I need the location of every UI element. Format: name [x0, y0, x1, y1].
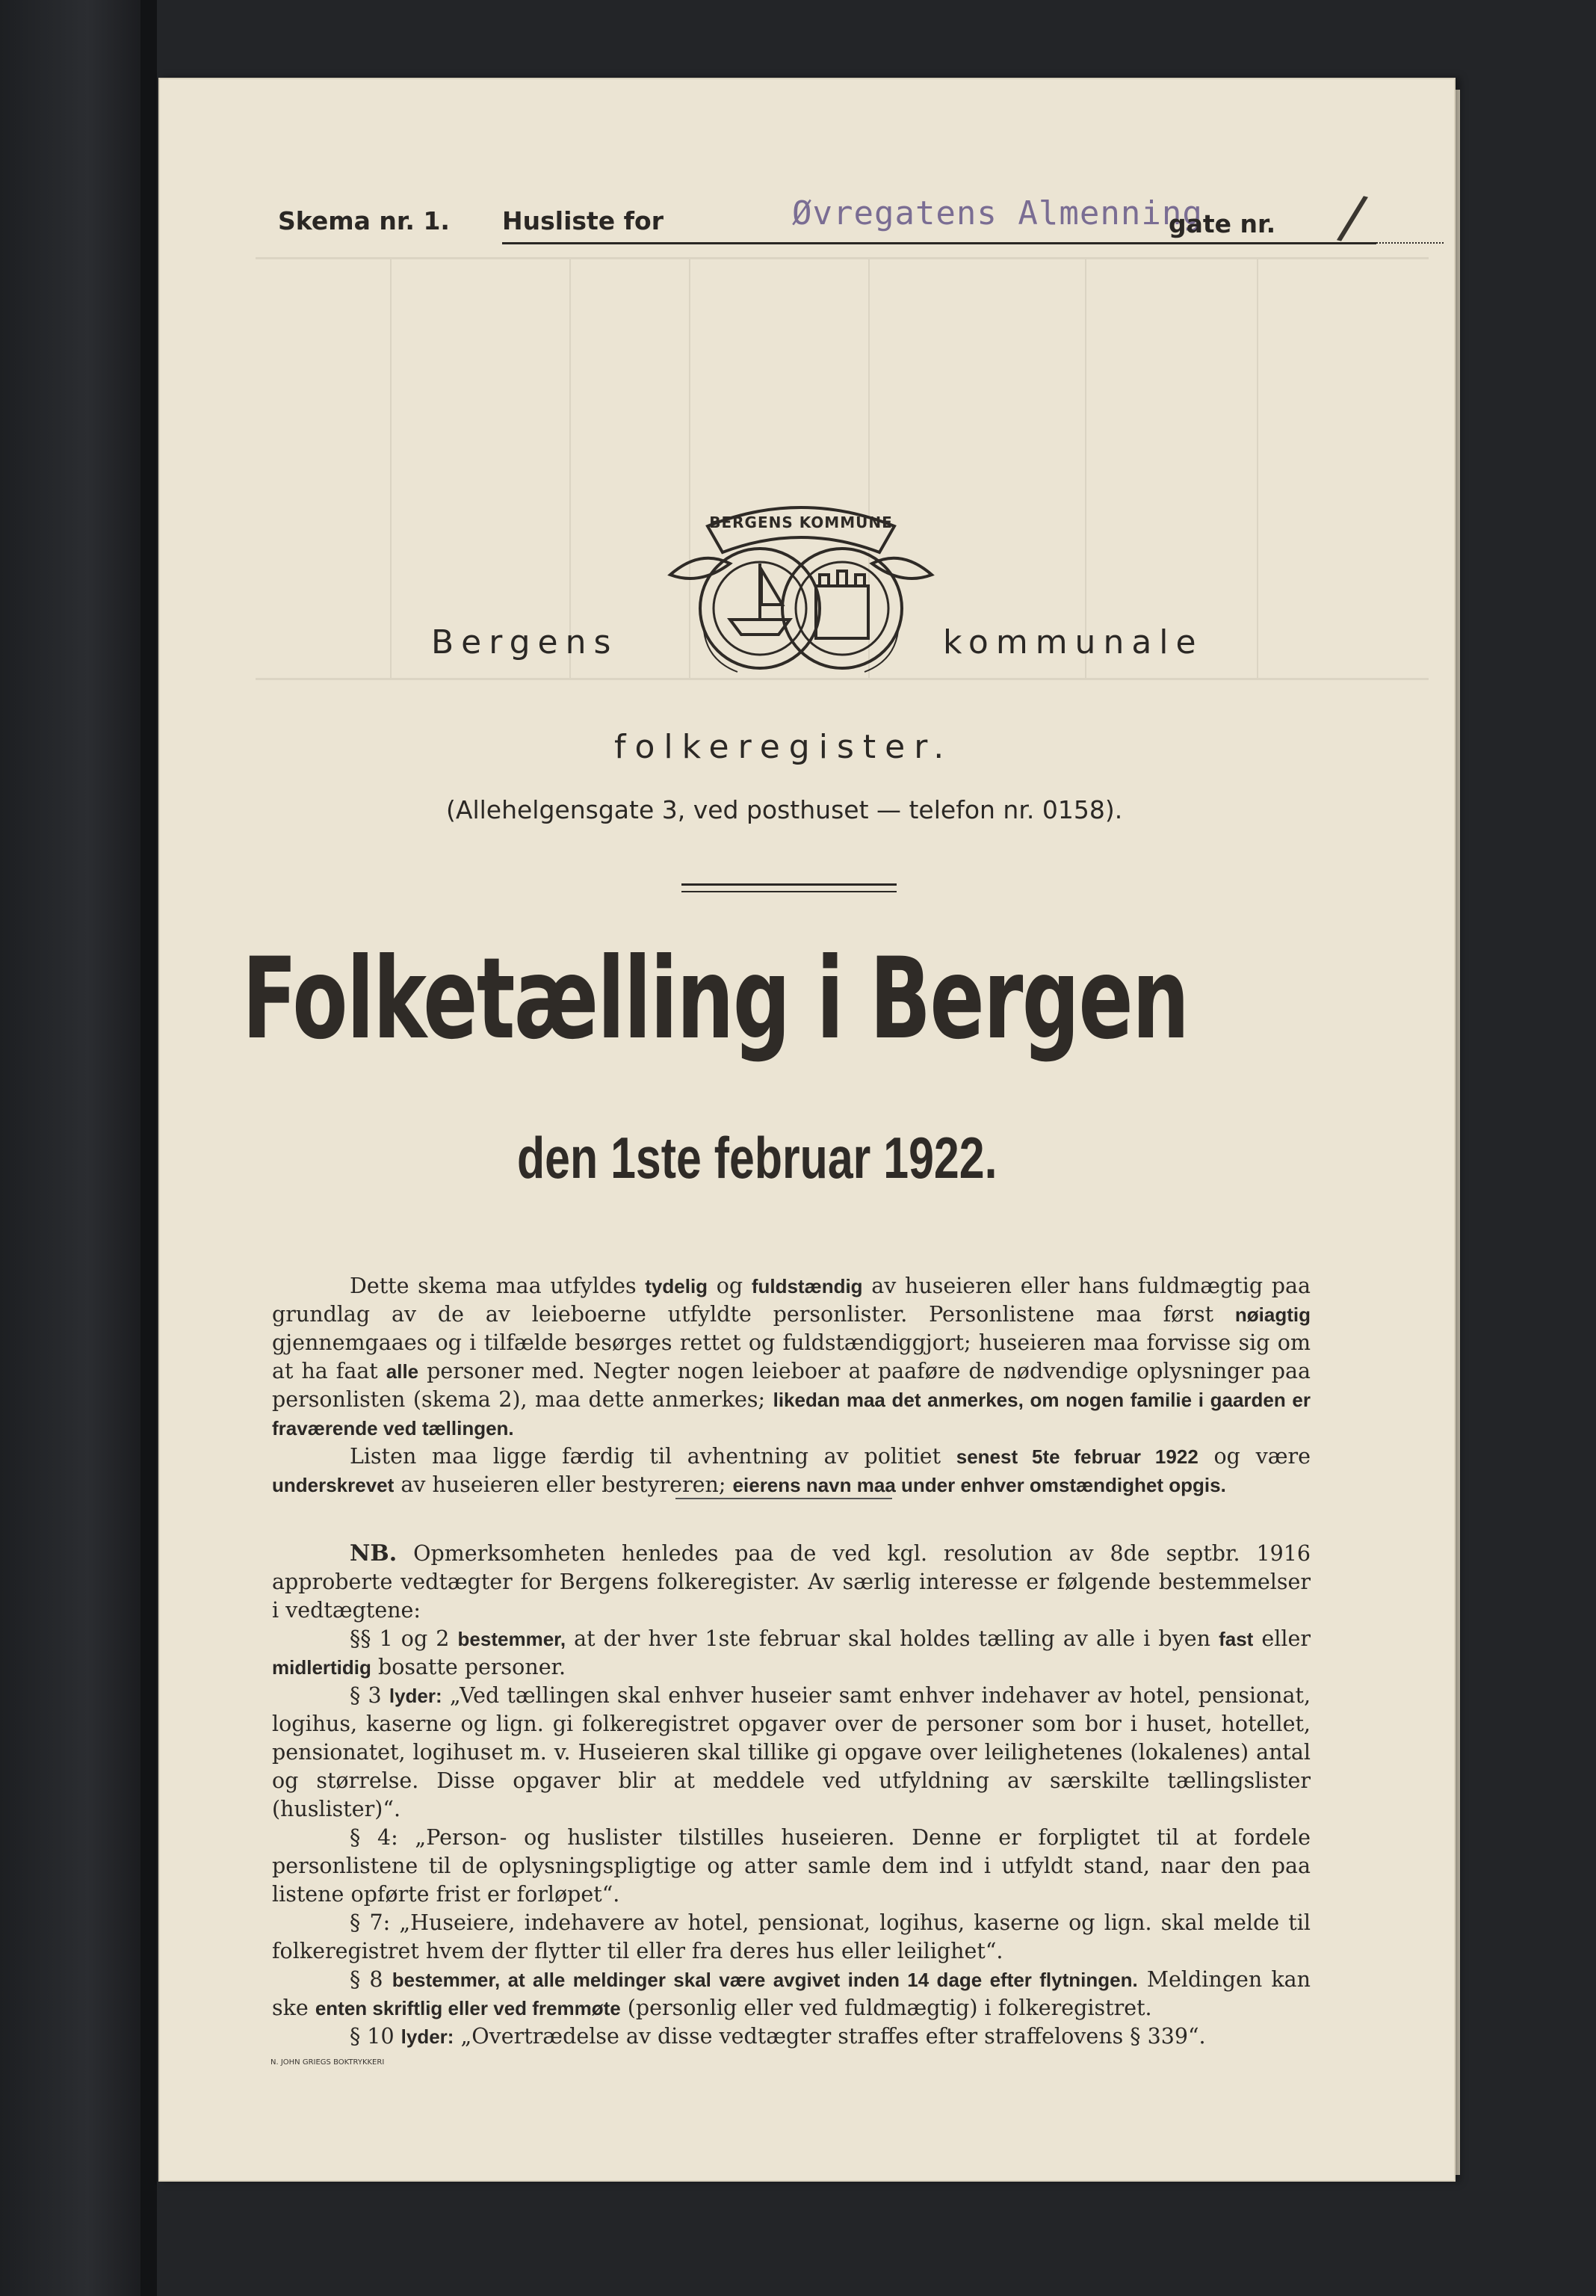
document-title: Folketælling i Bergen	[242, 934, 1189, 1064]
org-name-bottom: folkeregister.	[614, 728, 953, 766]
form-header	[278, 181, 1444, 253]
instructions-paragraph	[272, 1272, 1311, 1499]
bergen-municipality-seal	[655, 481, 947, 706]
binder-fold	[140, 0, 157, 2296]
regulation-3: § 3 lyder: „Ved tællingen skal enhver huseier samt enhver indehaver av hotel, pensionat, logihus, kaserne og lign. gi folkeregistret opgaver over de personer som bor i huset, hotellet, pensionatet, logihuset m. v. Huseieren skal tillike gi opgave over leilighetenes (lokalenes) antal og størrelse. Disse opgaver blir at meddele ved utfyldning av særskilte tællingslister (huslister)“.	[272, 1683, 1311, 1821]
street-stamp: Øvregatens Almenning	[792, 194, 1203, 232]
regulation-10: § 10 lyder: „Overtrædelse av disse vedtægter straffes efter straffelovens § 339“.	[350, 2024, 1206, 2049]
gate-label: gate nr.	[1169, 209, 1276, 238]
instructions-sentence-1: Dette skema maa utfyldes tydelig og fuldstændig av huseieren eller hans fuldmægtig paa grundlag av de av leieboerne utfyldte personlister. Personlistene maa først nøiagtig gjennemgaaes og i tilfælde besørges rettet og fuldstændiggjort; huseieren maa forvisse sig om at ha faat alle personer med. Negter nogen leieboer at paaføre de nødvendige oplysninger paa personlisten (skema 2), maa dette anmerkes; likedan maa det anmerkes, om nogen familie i gaarden er fraværende ved tællingen.	[272, 1274, 1311, 1439]
header-dotted-line	[1238, 242, 1444, 244]
house-list-label: Husliste for	[502, 206, 664, 235]
regulations-section	[272, 1540, 1311, 2051]
printer-imprint: N. JOHN GRIEGS BOKTRYKKERI	[270, 2058, 385, 2067]
binder-backdrop	[0, 0, 146, 2296]
office-address: (Allehelgensgate 3, ved posthuset — telefon nr. 0158).	[446, 795, 1123, 824]
instructions-sentence-2: Listen maa ligge færdig til avhentning av politiet senest 5te februar 1922 og være underskrevet av huseieren eller bestyreren; eierens navn maa under enhver omstændighet opgis.	[272, 1444, 1311, 1497]
gate-number-handwritten: /	[1334, 181, 1371, 253]
nb-note: NB. Opmerksomheten henledes paa de ved kgl. resolution av 8de septbr. 1916 approberte vedtægter for Bergens folkeregister. Av særlig interesse er følgende bestemmelser i vedtægtene:	[272, 1540, 1311, 1623]
org-name-right: kommunale	[943, 623, 1204, 661]
single-rule	[675, 1498, 892, 1499]
seal-text: BERGENS KOMMUNE	[709, 513, 893, 531]
regulation-7: § 7: „Huseiere, indehavere av hotel, pensionat, logihus, kaserne og lign. skal melde til folkeregistret hvem der flytter til eller fra deres hus eller leilighet“.	[272, 1910, 1311, 1963]
org-name-left: Bergens	[431, 623, 619, 661]
regulation-1-2: §§ 1 og 2 bestemmer, at der hver 1ste februar skal holdes tælling av alle i byen fast eller midlertidig bosatte personer.	[272, 1626, 1311, 1679]
schema-number: Skema nr. 1.	[278, 206, 450, 235]
double-rule	[681, 883, 897, 892]
regulation-4: § 4: „Person- og huslister tilstilles huseieren. Denne er forpligtet til at fordele personlistene til de oplysningspligtige og atter samle dem ind i utfyldt stand, naar den paa listene opførte frist er forløpet“.	[272, 1825, 1311, 1907]
census-form-page	[158, 78, 1456, 2182]
regulation-8: § 8 bestemmer, at alle meldinger skal være avgivet inden 14 dage efter flytningen. Meldingen kan ske enten skriftlig eller ved fremmøte (personlig eller ved fuldmægtig) i folkeregistret.	[272, 1967, 1311, 2020]
document-subtitle: den 1ste februar 1922.	[517, 1125, 998, 1191]
